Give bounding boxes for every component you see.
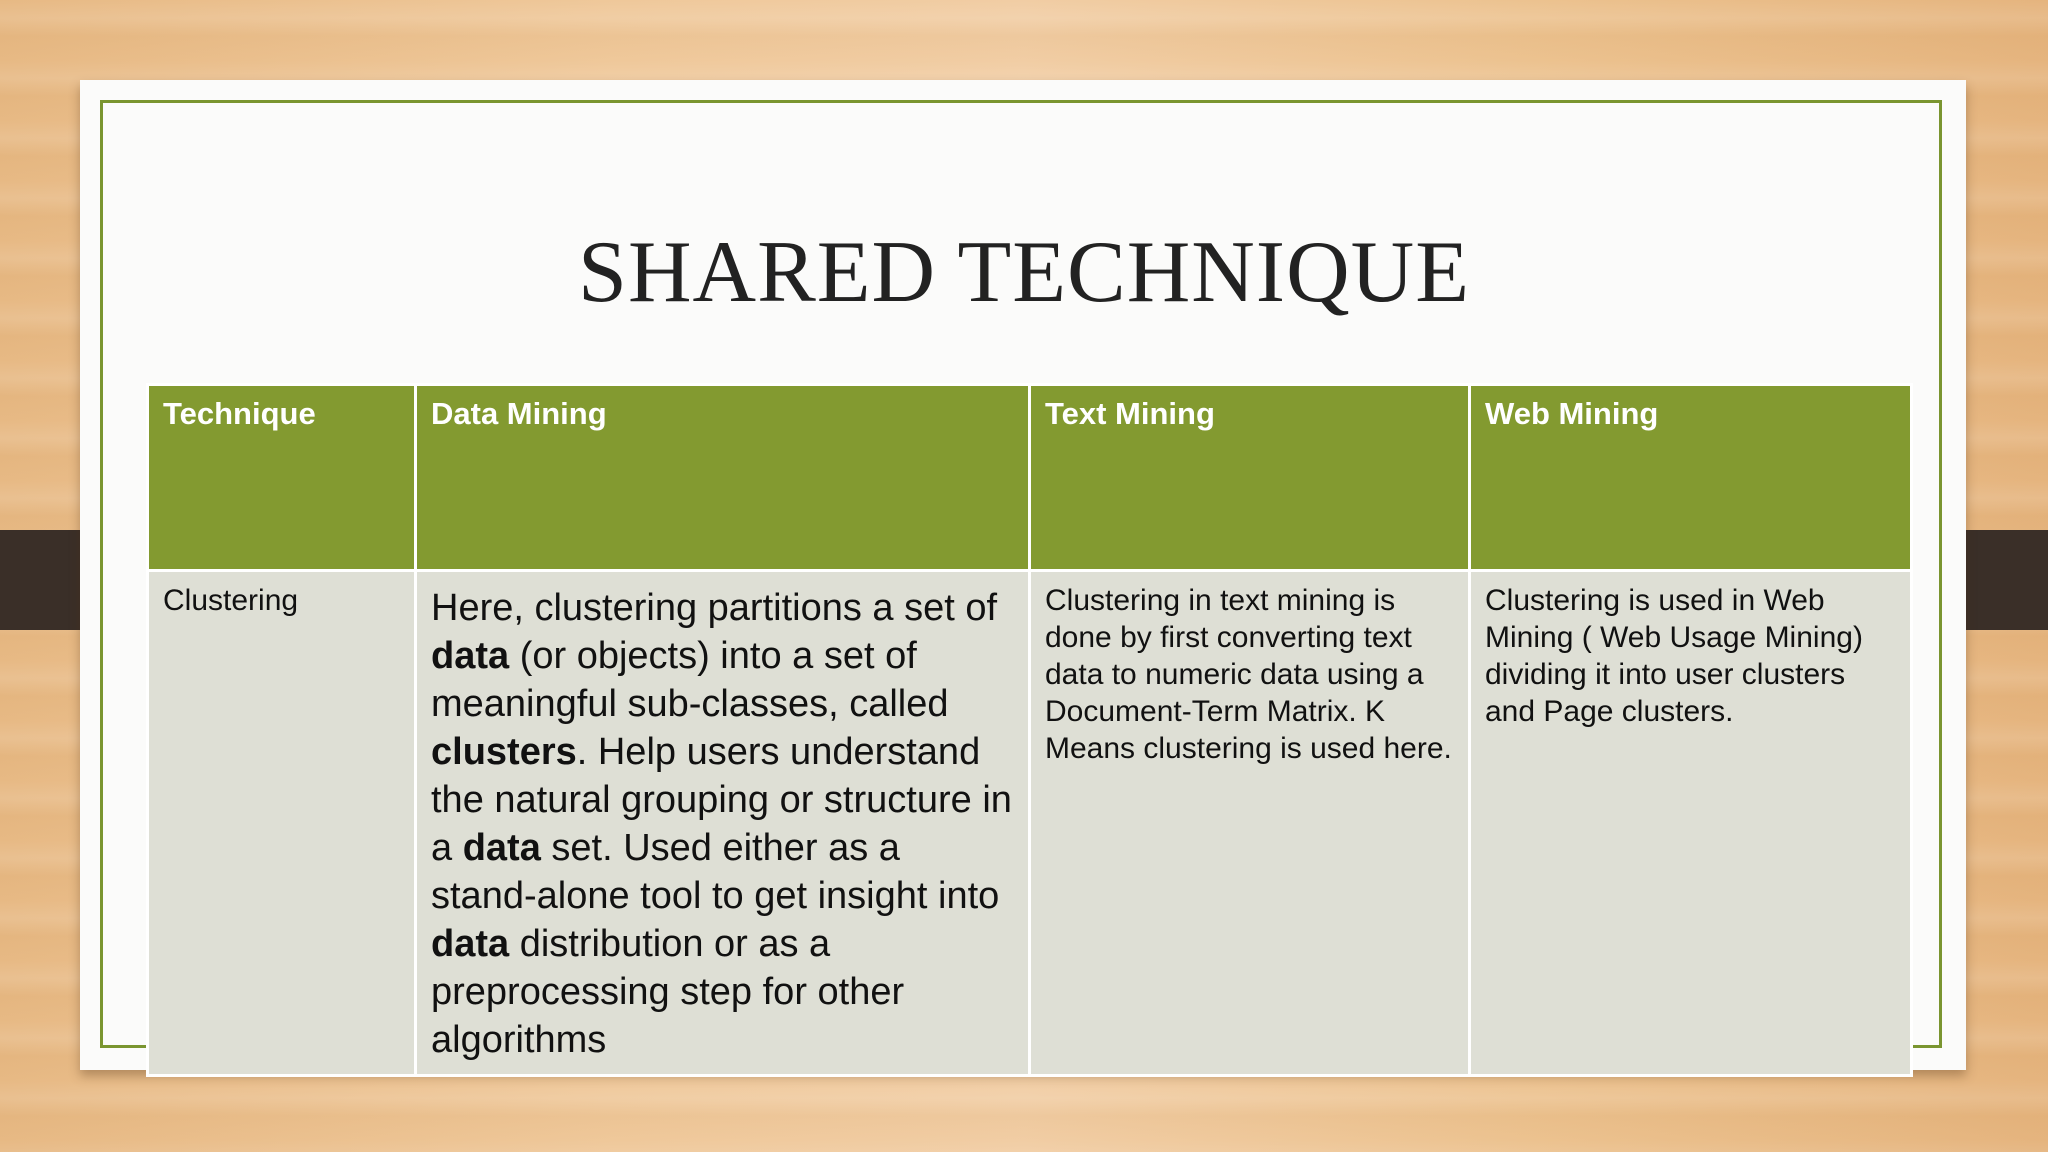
header-data-mining: Data Mining — [416, 385, 1030, 571]
cell-data-mining — [416, 571, 1030, 1076]
table-header-row — [148, 385, 1912, 571]
table-row — [148, 571, 1912, 1076]
header-web-mining: Web Mining — [1470, 385, 1912, 571]
header-text-mining: Text Mining — [1030, 385, 1470, 571]
cell-web-mining: Clustering is used in Web Mining ( Web Usage Mining) dividing it into user clusters and Page clusters. — [1470, 571, 1912, 1076]
slide-title: SHARED TECHNIQUE — [578, 224, 1470, 321]
text-run: . Help users understand the natural grouping or structure in a — [431, 731, 1012, 869]
bold-term: data — [462, 827, 541, 869]
text-run: distribution or as a preprocessing step for other algorithms — [431, 923, 905, 1061]
text-run: Here, clustering partitions a set of — [431, 587, 998, 629]
text-run: set. Used either as a stand-alone tool to get insight into — [431, 827, 1000, 917]
comparison-table — [146, 383, 1913, 1077]
bold-term: data — [431, 923, 510, 965]
bold-term: data — [431, 635, 510, 677]
cell-technique: Clustering — [148, 571, 416, 1076]
bold-term: clusters — [431, 731, 577, 773]
header-technique: Technique — [148, 385, 416, 571]
text-run: (or objects) into a set of meaningful sub-classes, called — [431, 635, 949, 725]
cell-text-mining: Clustering in text mining is done by first converting text data to numeric data using a Document-Term Matrix. K Means clustering is used here. — [1030, 571, 1470, 1076]
